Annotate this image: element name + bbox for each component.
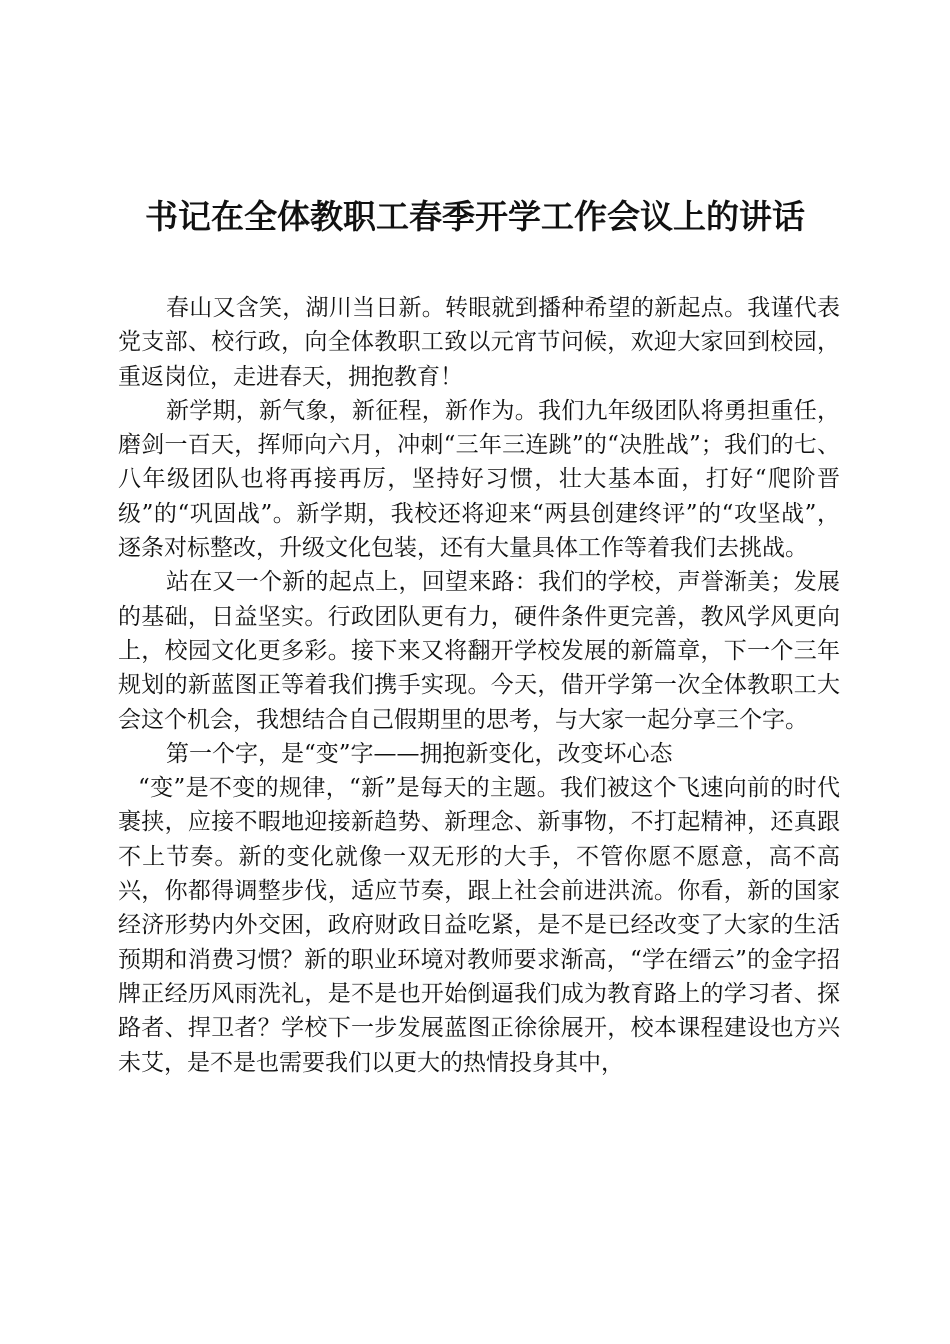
paragraph-review: 站在又一个新的起点上，回望来路：我们的学校，声誉渐美；发展的基础，日益坚实。行政团队更有力，硬件条件更完善，教风学风更向上，校园文化更多彩。接下来又将翻开学校发展的新篇章，下一个三年规划的新蓝图正等着我们携手实现。今天，借开学第一次全体教职工大会这个机会，我想结合自己假期里的思考，与大家一起分享三个字。 (118, 569, 840, 733)
section-heading-change: 第一个字，是“变”字——拥抱新变化，改变坏心态 (166, 740, 673, 767)
paragraph-greeting: 春山又含笑，湖川当日新。转眼就到播种希望的新起点。我谨代表党支部、校行政，向全体教职工致以元宵节问候，欢迎大家回到校园，重返岗位，走进春天，拥抱教育！ (118, 295, 840, 390)
document-title: 书记在全体教职工春季开学工作会议上的讲话 (145, 197, 805, 236)
paragraph-new-semester: 新学期，新气象，新征程，新作为。我们九年级团队将勇担重任，磨剑一百天，挥师向六月，冲刺“三年三连跳”的“决胜战”；我们的七、八年级团队也将再接再厉，坚持好习惯，壮大基本面，打好“爬阶晋级”的“巩固战”。新学期，我校还将迎来“两县创建终评”的“攻坚战”，逐条对标整改，升级文化包装，还有大量具体工作等着我们去挑战。 (118, 397, 840, 562)
document-body (118, 291, 840, 1080)
paragraph-change: “变”是不变的规律，“新”是每天的主题。我们被这个飞速向前的时代裹挟，应接不暇地迎接新趋势、新理念、新事物，不打起精神，还真跟不上节奏。新的变化就像一双无形的大手，不管你愿不愿意，高不高兴，你都得调整步伐，适应节奏，跟上社会前进洪流。你看，新的国家经济形势内外交困，政府财政日益吃紧，是不是已经改变了大家的生活预期和消费习惯？新的职业环境对教师要求渐高，“学在缙云”的金字招牌正经历风雨洗礼，是不是也开始倒逼我们成为教育路上的学习者、探路者、捍卫者？学校下一步发展蓝图正徐徐展开，校本课程建设也方兴未艾，是不是也需要我们以更大的热情投身其中， (118, 775, 840, 1076)
